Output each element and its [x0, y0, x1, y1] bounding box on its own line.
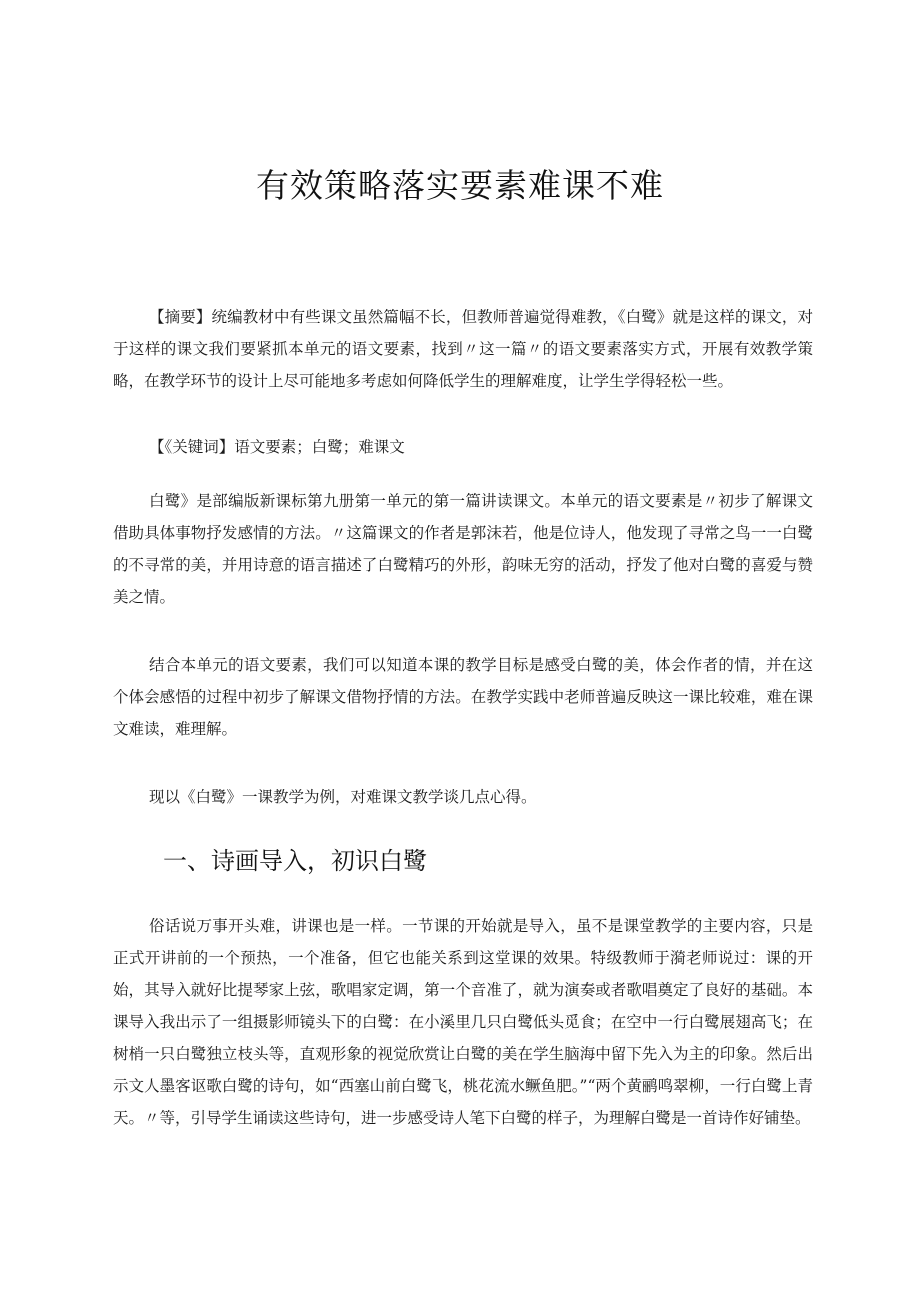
- abstract-text: 统编教材中有些课文虽然篇幅不长，但教师普遍觉得难教，《白鹭》就是这样的课文，对于这样的课文我们要紧抓本单元的语文要素，找到〃这一篇〃的语文要素落实方式，开展有效教学策略，在教学环节的设计上尽可能地多考虑如何降低学生的理解难度，让学生学得轻松一些。: [113, 308, 813, 390]
- keywords-text: 语文要素；白鹭；难课文: [234, 438, 405, 456]
- keywords-label: 【《关键词】: [149, 438, 235, 456]
- body-paragraph-2: 结合本单元的语文要素，我们可以知道本课的教学目标是感受白鹭的美，体会作者的情，并在这个体会感悟的过程中初步了解课文借物抒情的方法。在教学实践中老师普遍反映这一课比较难，难在课文难读，难理解。: [113, 656, 813, 738]
- body-paragraph-1: 白鹭》是部编版新课标第九册第一单元的第一篇讲读课文。本单元的语文要素是〃初步了解课文借助具体事物抒发感情的方法。〃这篇课文的作者是郭沫若，他是位诗人，他发现了寻常之鸟一一白鹭的不寻常的美，并用诗意的语言描述了白鹭精巧的外形，韵味无穷的活动，抒发了他对白鹭的喜爱与赞美之情。: [113, 492, 813, 606]
- abstract-label: 【摘要】: [149, 308, 212, 326]
- abstract-paragraph: [113, 301, 813, 397]
- section-heading-1: 一、诗画导入，初识白鹭: [163, 847, 427, 875]
- body-paragraph-3: 现以《白鹭》一课教学为例，对难课文教学谈几点心得。: [149, 788, 537, 806]
- section-1-paragraph: 俗话说万事开头难，讲课也是一样。一节课的开始就是导入，虽不是课堂教学的主要内容，只是正式开讲前的一个预热，一个准备，但它也能关系到这堂课的效果。特级教师于漪老师说过：课的开始，其导入就好比提琴家上弦，歌唱家定调，第一个音准了，就为演奏或者歌唱奠定了良好的基础。本课导入我出示了一组摄影师镜头下的白鹭：在小溪里几只白鹭低头觅食；在空中一行白鹭展翅高飞；在树梢一只白鹭独立枝头等，直观形象的视觉欣赏让白鹭的美在学生脑海中留下先入为主的印象。然后出示文人墨客讴歌白鹭的诗句，如“西塞山前白鹭飞，桃花流水鳜鱼肥。”“两个黄鹂鸣翠柳，一行白鹭上青天。〃等，引导学生诵读这些诗句，进一步感受诗人笔下白鹭的样子，为理解白鹭是一首诗作好铺垫。: [113, 917, 813, 1127]
- keywords-paragraph: [113, 431, 813, 463]
- document-title: 有效策略落实要素难课不难: [256, 166, 664, 205]
